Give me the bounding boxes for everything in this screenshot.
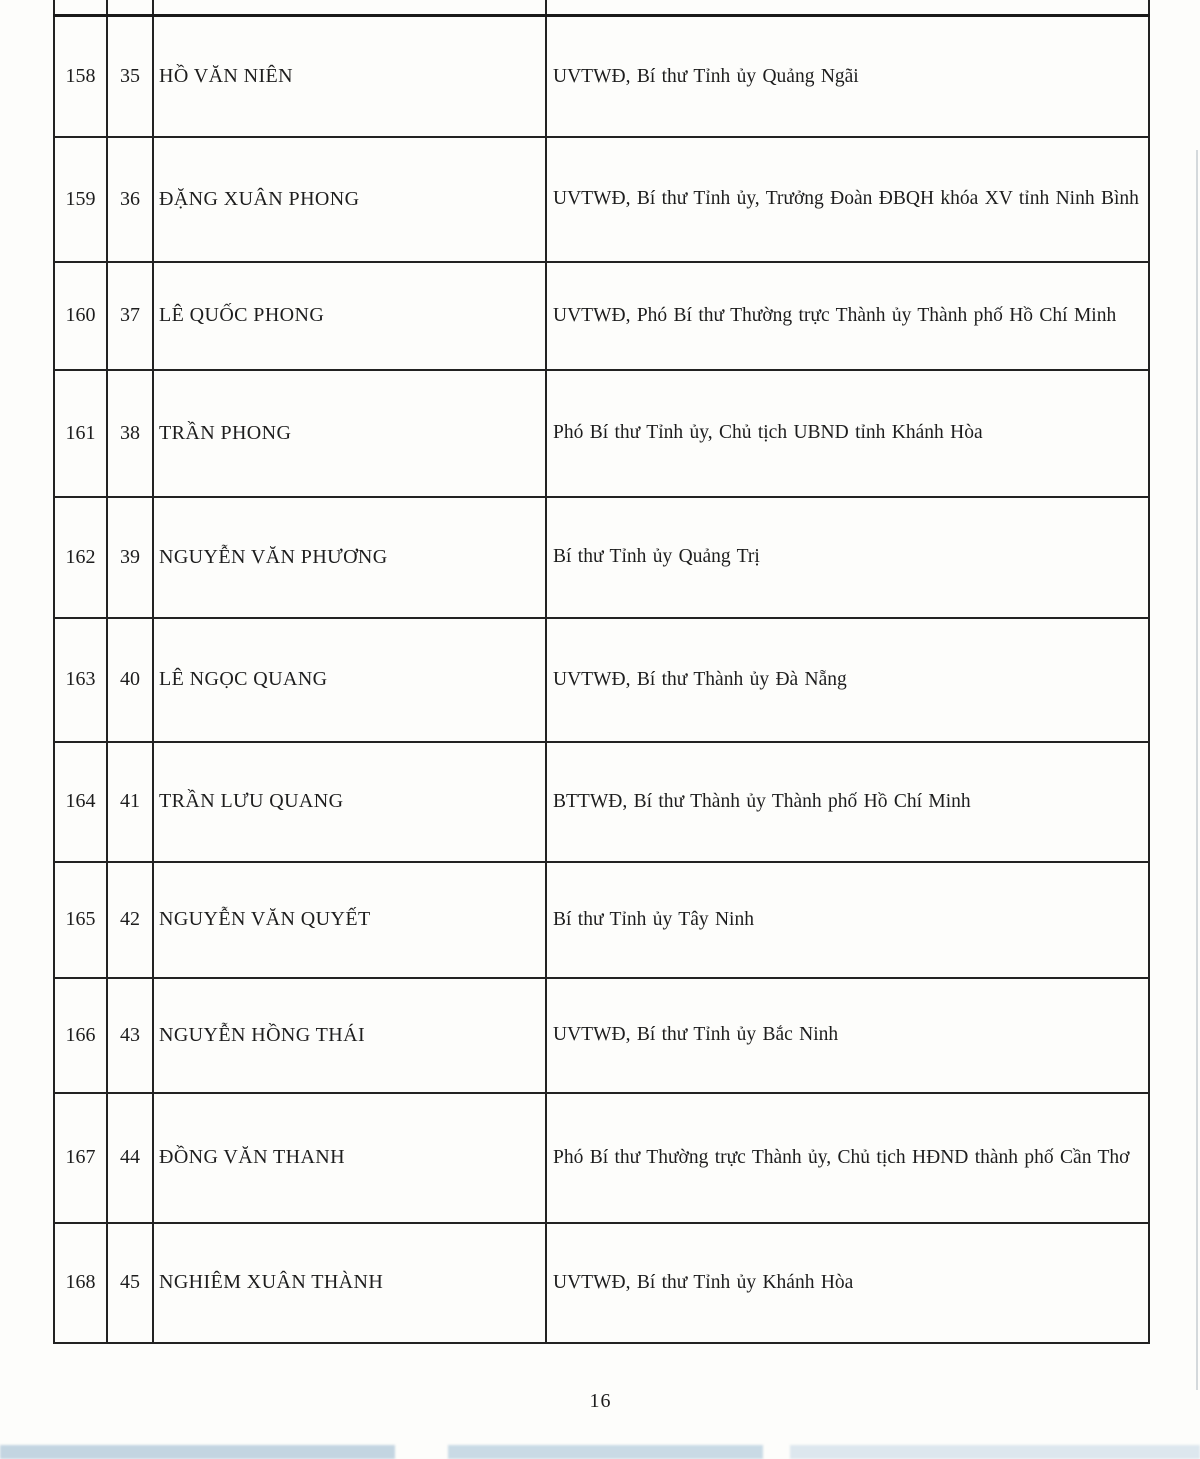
cell-official-name: LÊ NGỌC QUANG (153, 618, 546, 742)
cell-official-name: NGUYỄN HỒNG THÁI (153, 978, 546, 1093)
cell-fragment (107, 0, 153, 16)
table-row (54, 370, 1149, 497)
cell-group-number: 41 (107, 742, 153, 862)
cell-position-title: BTTWĐ, Bí thư Thành ủy Thành phố Hồ Chí Minh (546, 742, 1149, 862)
cell-group-number: 37 (107, 262, 153, 370)
scan-artifact-band (448, 1445, 763, 1459)
cell-ordinal-number: 164 (54, 742, 107, 862)
cell-ordinal-number: 162 (54, 497, 107, 618)
scan-artifact-band (0, 1445, 395, 1459)
table-row (54, 862, 1149, 978)
table-row (54, 137, 1149, 262)
scan-edge-line (1196, 150, 1198, 1390)
cell-official-name: NGHIÊM XUÂN THÀNH (153, 1223, 546, 1343)
cell-group-number: 38 (107, 370, 153, 497)
table-row (54, 618, 1149, 742)
cell-official-name: LÊ QUỐC PHONG (153, 262, 546, 370)
table-row (54, 1223, 1149, 1343)
cell-position-title: UVTWĐ, Bí thư Tỉnh ủy Quảng Ngãi (546, 16, 1149, 137)
cell-position-title: Bí thư Tỉnh ủy Quảng Trị (546, 497, 1149, 618)
page-number: 16 (589, 1390, 612, 1412)
cell-position-title: Phó Bí thư Tỉnh ủy, Chủ tịch UBND tỉnh Khánh Hòa (546, 370, 1149, 497)
table-row (54, 742, 1149, 862)
cell-official-name: NGUYỄN VĂN PHƯƠNG (153, 497, 546, 618)
table-row (54, 1093, 1149, 1223)
cell-group-number: 44 (107, 1093, 153, 1223)
cell-position-title: UVTWĐ, Phó Bí thư Thường trực Thành ủy Thành phố Hồ Chí Minh (546, 262, 1149, 370)
cell-fragment (546, 0, 1149, 16)
cell-group-number: 40 (107, 618, 153, 742)
cell-fragment (54, 0, 107, 16)
cell-group-number: 35 (107, 16, 153, 137)
cell-ordinal-number: 168 (54, 1223, 107, 1343)
cell-official-name: ĐỒNG VĂN THANH (153, 1093, 546, 1223)
table-row (54, 978, 1149, 1093)
officials-table-body (54, 0, 1149, 1343)
cell-ordinal-number: 165 (54, 862, 107, 978)
cell-position-title: UVTWĐ, Bí thư Tỉnh ủy Khánh Hòa (546, 1223, 1149, 1343)
cell-official-name: NGUYỄN VĂN QUYẾT (153, 862, 546, 978)
cell-ordinal-number: 166 (54, 978, 107, 1093)
cell-group-number: 39 (107, 497, 153, 618)
cell-official-name: ĐẶNG XUÂN PHONG (153, 137, 546, 262)
cell-official-name: TRẦN LƯU QUANG (153, 742, 546, 862)
previous-row-fragment (54, 0, 1149, 16)
cell-fragment (153, 0, 546, 16)
cell-ordinal-number: 159 (54, 137, 107, 262)
cell-group-number: 43 (107, 978, 153, 1093)
cell-ordinal-number: 161 (54, 370, 107, 497)
cell-group-number: 45 (107, 1223, 153, 1343)
officials-table (53, 0, 1150, 1344)
cell-position-title: Bí thư Tỉnh ủy Tây Ninh (546, 862, 1149, 978)
scan-artifact-band (790, 1445, 1200, 1459)
cell-ordinal-number: 158 (54, 16, 107, 137)
cell-official-name: TRẦN PHONG (153, 370, 546, 497)
cell-position-title: UVTWĐ, Bí thư Tỉnh ủy, Trưởng Đoàn ĐBQH khóa XV tỉnh Ninh Bình (546, 137, 1149, 262)
cell-ordinal-number: 163 (54, 618, 107, 742)
cell-group-number: 36 (107, 137, 153, 262)
cell-group-number: 42 (107, 862, 153, 978)
cell-position-title: UVTWĐ, Bí thư Thành ủy Đà Nẵng (546, 618, 1149, 742)
cell-ordinal-number: 167 (54, 1093, 107, 1223)
table-row (54, 262, 1149, 370)
table-row (54, 16, 1149, 137)
table-row (54, 497, 1149, 618)
cell-position-title: UVTWĐ, Bí thư Tỉnh ủy Bắc Ninh (546, 978, 1149, 1093)
cell-official-name: HỒ VĂN NIÊN (153, 16, 546, 137)
cell-position-title: Phó Bí thư Thường trực Thành ủy, Chủ tịch HĐND thành phố Cần Thơ (546, 1093, 1149, 1223)
cell-ordinal-number: 160 (54, 262, 107, 370)
